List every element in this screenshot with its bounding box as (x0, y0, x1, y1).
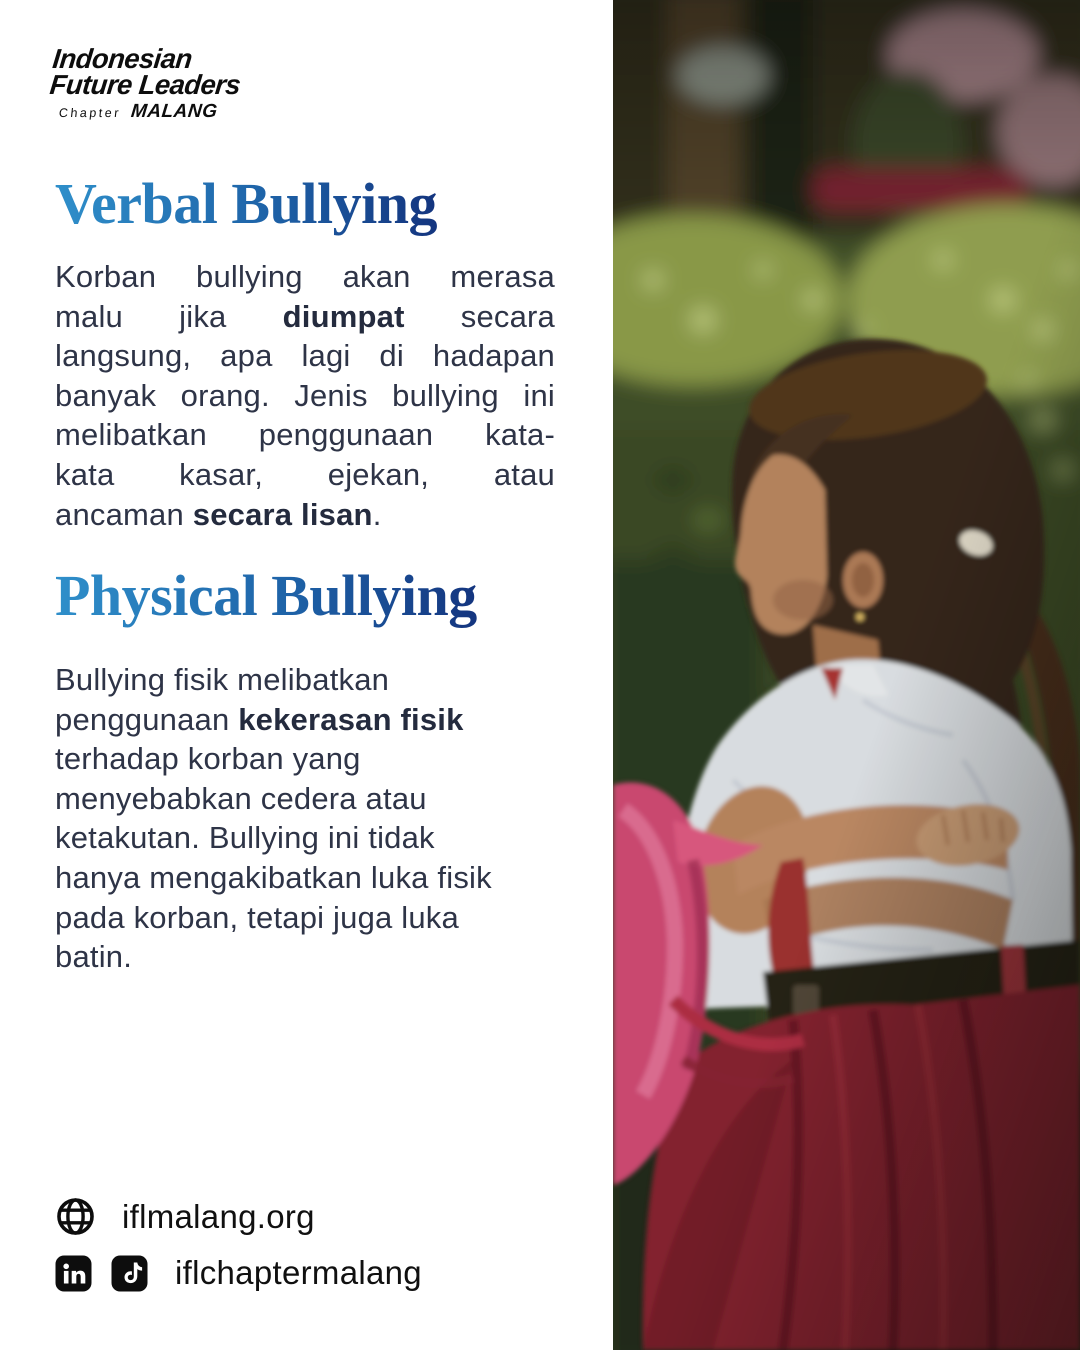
tiktok-icon (111, 1255, 148, 1292)
social-row (55, 1254, 422, 1292)
text-line: hanya mengakibatkan luka fisik (55, 859, 492, 895)
website-row (55, 1196, 315, 1237)
text-line: pada korban, tetapi juga luka (55, 899, 459, 935)
logo-chapter-label: Chapter (58, 106, 122, 121)
paragraph-physical-bullying (55, 660, 555, 977)
text-line: ketakutan. Bullying ini tidak (55, 820, 435, 856)
text-line: banyak orang. Jenis bullying ini (55, 377, 555, 413)
paragraph-verbal-bullying (55, 257, 555, 534)
photo-illustration (613, 0, 1080, 1350)
logo-line-1: Indonesian (51, 43, 194, 74)
linkedin-icon (55, 1255, 92, 1292)
photo-schoolgirl (613, 0, 1080, 1350)
text-line: ancaman secara lisan. (55, 496, 382, 532)
logo-line-2: Future Leaders (48, 69, 242, 101)
globe-icon (55, 1196, 96, 1237)
heading-physical-bullying: Physical Bullying (55, 563, 477, 628)
text-line: terhadap korban yang (55, 741, 361, 777)
text-line: menyebabkan cedera atau (55, 780, 427, 816)
text-line: melibatkan penggunaan kata- (55, 417, 555, 453)
text-line: penggunaan kekerasan fisik (55, 701, 464, 737)
text-line: batin. (55, 939, 133, 975)
logo-chapter-row (46, 101, 239, 123)
text-line: Bullying fisik melibatkan (55, 662, 390, 697)
text-line: kata kasar, ejekan, atau (55, 456, 555, 492)
text-line: Korban bullying akan merasa (55, 259, 555, 294)
text-line: langsung, apa lagi di hadapan (55, 338, 555, 374)
logo-chapter-name: MALANG (129, 101, 219, 123)
text-line: malu jika diumpat secara (55, 298, 556, 334)
website-text: iflmalang.org (122, 1197, 315, 1235)
ifl-malang-logo (46, 43, 244, 123)
social-handle-text: iflchaptermalang (175, 1254, 422, 1291)
heading-verbal-bullying: Verbal Bullying (55, 171, 437, 236)
